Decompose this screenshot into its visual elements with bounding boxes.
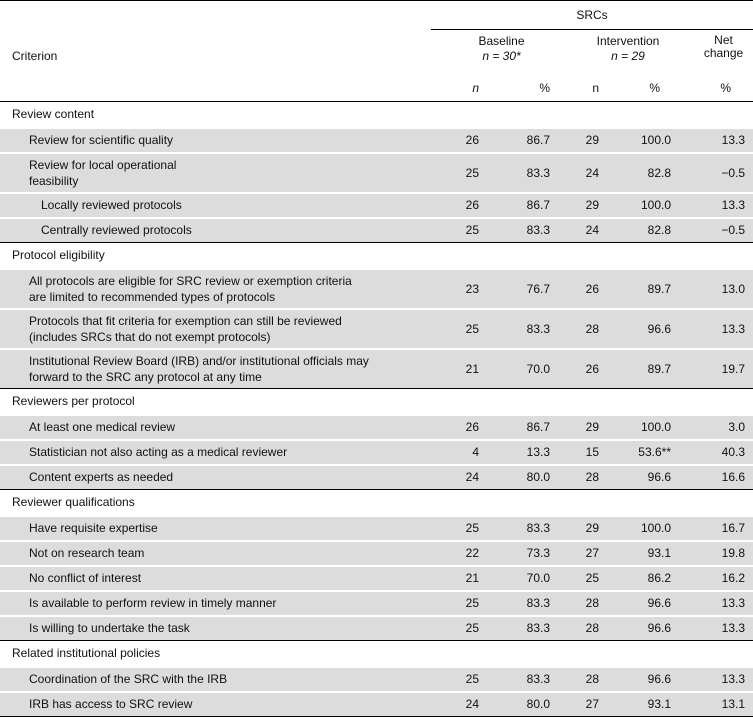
criterion-label-line: Content experts as needed bbox=[29, 470, 174, 485]
srcs-group-header: SRCs bbox=[431, 1, 753, 30]
header-row-srcs bbox=[0, 1, 753, 30]
net-change-line1: Net bbox=[714, 32, 733, 47]
baseline-n-value: 26 bbox=[465, 420, 479, 434]
table-row bbox=[0, 541, 753, 566]
criterion-label bbox=[0, 440, 431, 465]
baseline-n: n = 30* bbox=[482, 48, 521, 63]
intervention-percent-value: 53.6** bbox=[638, 445, 671, 459]
criterion-column-header: Criterion bbox=[12, 49, 58, 63]
table-row bbox=[0, 218, 753, 243]
baseline-percent-value: 83.3 bbox=[526, 321, 550, 336]
net-change-value: 13.3 bbox=[721, 621, 746, 636]
criterion-label bbox=[0, 349, 431, 389]
baseline-percent-value: 86.7 bbox=[526, 133, 550, 147]
criterion-label-line: feasibility bbox=[29, 173, 79, 188]
baseline-n-value: 25 bbox=[465, 321, 479, 336]
intervention-percent-value: 100.0 bbox=[640, 133, 671, 147]
baseline-n-value: 26 bbox=[465, 198, 479, 212]
intervention-percent-value: 96.6 bbox=[647, 596, 671, 610]
baseline-n-value: 21 bbox=[465, 361, 479, 376]
table-body bbox=[0, 102, 753, 717]
baseline-n-value: 25 bbox=[465, 672, 479, 686]
intervention-percent-value: 100.0 bbox=[640, 521, 671, 535]
table-row bbox=[0, 309, 753, 349]
section-label: Review content bbox=[0, 102, 753, 128]
intervention-percent-value: 96.6 bbox=[647, 321, 671, 336]
criterion-label bbox=[0, 269, 431, 309]
section-row bbox=[0, 243, 753, 269]
baseline-percent-subheader: % bbox=[490, 75, 558, 102]
baseline-n-subheader: n bbox=[431, 75, 490, 102]
criterion-label-line: Not on research team bbox=[29, 546, 145, 560]
criterion-label-line: All protocols are eligible for SRC review or exemption criteria bbox=[29, 273, 352, 288]
table-row bbox=[0, 616, 753, 641]
intervention-n-value: 15 bbox=[585, 445, 599, 459]
baseline-percent-value: 80.0 bbox=[526, 470, 550, 485]
criterion-label-line: are limited to recommended types of protocols bbox=[29, 289, 276, 304]
intervention-percent-value: 96.6 bbox=[647, 470, 671, 485]
intervention-percent-value: 89.7 bbox=[647, 361, 671, 376]
intervention-n-value: 28 bbox=[585, 596, 599, 610]
net-change-value: 13.3 bbox=[721, 133, 746, 147]
criterion-label bbox=[0, 309, 431, 349]
section-row bbox=[0, 641, 753, 667]
net-change-value: 19.7 bbox=[721, 361, 746, 376]
baseline-percent-value: 86.7 bbox=[526, 198, 550, 212]
baseline-n-value: 24 bbox=[431, 692, 490, 717]
net-change-value: 13.0 bbox=[721, 281, 746, 296]
intervention-n-value: 28 bbox=[585, 621, 599, 636]
intervention-n-value: 27 bbox=[558, 692, 608, 717]
baseline-n-value: 25 bbox=[465, 223, 479, 238]
baseline-label: Baseline bbox=[478, 33, 525, 48]
intervention-n-value: 25 bbox=[585, 571, 599, 585]
baseline-percent-value: 83.3 bbox=[526, 621, 550, 636]
intervention-n-value: 26 bbox=[585, 281, 599, 296]
criterion-label bbox=[0, 667, 431, 692]
net-change-value: 3.0 bbox=[728, 420, 746, 434]
net-change-value: −0.5 bbox=[721, 165, 746, 180]
table-row bbox=[0, 566, 753, 591]
criterion-label bbox=[0, 128, 431, 153]
net-change-value: 19.8 bbox=[721, 546, 746, 560]
intervention-percent-value: 89.7 bbox=[647, 281, 671, 296]
baseline-n-value: 23 bbox=[465, 281, 479, 296]
criterion-label bbox=[0, 616, 431, 641]
criterion-label bbox=[0, 415, 431, 440]
table-row bbox=[0, 128, 753, 153]
baseline-percent-value: 13.3 bbox=[526, 445, 550, 459]
criterion-label-line: Is willing to undertake the task bbox=[29, 621, 190, 636]
section-label: Reviewers per protocol bbox=[0, 389, 753, 415]
net-change-value: 16.7 bbox=[721, 521, 746, 535]
criterion-label bbox=[0, 566, 431, 591]
net-change-value: 16.6 bbox=[721, 470, 746, 485]
baseline-percent-value: 70.0 bbox=[526, 571, 550, 585]
net-change-line2: change bbox=[703, 45, 744, 60]
intervention-n-value: 29 bbox=[585, 420, 599, 434]
criterion-label-line: Have requisite expertise bbox=[29, 521, 158, 535]
baseline-percent-value: 83.3 bbox=[526, 521, 550, 535]
net-change-percent-subheader: % bbox=[680, 75, 753, 102]
criterion-label-line: No conflict of interest bbox=[29, 571, 142, 585]
net-change-value: 13.3 bbox=[721, 596, 746, 610]
intervention-percent-value: 100.0 bbox=[640, 420, 671, 434]
criterion-label-line: Locally reviewed protocols bbox=[41, 198, 182, 212]
net-change-column-header bbox=[680, 29, 753, 75]
intervention-n-value: 29 bbox=[585, 198, 599, 212]
intervention-n-value: 26 bbox=[585, 361, 599, 376]
intervention-percent-value: 93.1 bbox=[608, 692, 680, 717]
baseline-percent-value: 83.3 bbox=[526, 165, 550, 180]
intervention-n-value: 29 bbox=[585, 521, 599, 535]
intervention-column-header bbox=[558, 29, 680, 75]
criterion-label-line: Is available to perform review in timely manner bbox=[29, 596, 277, 610]
table-header bbox=[0, 1, 753, 102]
baseline-n-value: 22 bbox=[465, 546, 479, 560]
table-row bbox=[0, 591, 753, 616]
net-change-value: 40.3 bbox=[721, 445, 746, 459]
baseline-n-value: 25 bbox=[465, 621, 479, 636]
intervention-n-value: 28 bbox=[585, 470, 599, 485]
criterion-label-line: (includes SRCs that do not exempt protocols) bbox=[29, 329, 271, 344]
intervention-percent-value: 82.8 bbox=[647, 223, 671, 238]
criterion-label-line: Statistician not also acting as a medical reviewer bbox=[29, 445, 288, 459]
baseline-percent-value: 83.3 bbox=[526, 672, 550, 686]
criterion-label-line: Protocols that fit criteria for exemption can still be reviewed bbox=[29, 313, 342, 328]
table-row bbox=[0, 269, 753, 309]
net-change-value: 13.3 bbox=[721, 198, 746, 212]
baseline-percent-value: 80.0 bbox=[490, 692, 558, 717]
net-change-value: −0.5 bbox=[721, 223, 746, 238]
net-change-value: 16.2 bbox=[721, 571, 746, 585]
intervention-percent-value: 93.1 bbox=[647, 546, 671, 560]
criterion-label bbox=[0, 516, 431, 541]
baseline-percent-value: 76.7 bbox=[526, 281, 550, 296]
baseline-percent-value: 83.3 bbox=[526, 596, 550, 610]
section-label: Related institutional policies bbox=[0, 641, 753, 667]
intervention-percent-value: 86.2 bbox=[647, 571, 671, 585]
intervention-n-subheader: n bbox=[558, 75, 608, 102]
intervention-n-value: 28 bbox=[585, 321, 599, 336]
criterion-label bbox=[0, 692, 431, 717]
baseline-n-value: 21 bbox=[465, 571, 479, 585]
intervention-n-value: 24 bbox=[585, 223, 599, 238]
criterion-label bbox=[0, 193, 431, 218]
intervention-n: n = 29 bbox=[611, 48, 645, 63]
table-row bbox=[0, 153, 753, 193]
criterion-label-line: Centrally reviewed protocols bbox=[41, 223, 192, 238]
section-row bbox=[0, 490, 753, 516]
table-row bbox=[0, 349, 753, 389]
criterion-label bbox=[0, 153, 431, 193]
intervention-label: Intervention bbox=[596, 33, 660, 48]
section-row bbox=[0, 389, 753, 415]
criterion-label-line: Coordination of the SRC with the IRB bbox=[29, 672, 228, 686]
intervention-percent-subheader: % bbox=[608, 75, 680, 102]
criterion-label-line: forward to the SRC any protocol at any time bbox=[29, 369, 262, 384]
criterion-label-line: Institutional Review Board (IRB) and/or institutional officials may bbox=[29, 353, 369, 368]
section-label: Reviewer qualifications bbox=[0, 490, 753, 516]
table-row bbox=[0, 415, 753, 440]
table-row bbox=[0, 516, 753, 541]
baseline-n-value: 4 bbox=[472, 445, 479, 459]
intervention-n-value: 27 bbox=[585, 546, 599, 560]
intervention-percent-value: 96.6 bbox=[647, 621, 671, 636]
criterion-label-line: At least one medical review bbox=[29, 420, 176, 434]
table-row bbox=[0, 667, 753, 692]
baseline-percent-value: 73.3 bbox=[526, 546, 550, 560]
criterion-label-line: IRB has access to SRC review bbox=[29, 697, 193, 712]
net-change-value: 13.3 bbox=[721, 321, 746, 336]
header-row-groups bbox=[0, 29, 753, 75]
criterion-label bbox=[0, 591, 431, 616]
table-row bbox=[0, 465, 753, 490]
intervention-percent-value: 100.0 bbox=[640, 198, 671, 212]
table-row bbox=[0, 440, 753, 465]
intervention-n-value: 24 bbox=[585, 165, 599, 180]
intervention-percent-value: 82.8 bbox=[647, 165, 671, 180]
criterion-label-line: Review for local operational bbox=[29, 157, 177, 172]
criterion-label bbox=[0, 218, 431, 243]
section-row bbox=[0, 102, 753, 128]
header-row-units bbox=[0, 75, 753, 102]
criterion-label-line: Review for scientific quality bbox=[29, 133, 174, 147]
criterion-label bbox=[0, 541, 431, 566]
section-label: Protocol eligibility bbox=[0, 243, 753, 269]
baseline-n-value: 25 bbox=[465, 165, 479, 180]
baseline-n-value: 26 bbox=[465, 133, 479, 147]
net-change-value: 13.3 bbox=[721, 672, 746, 686]
intervention-percent-value: 96.6 bbox=[647, 672, 671, 686]
baseline-percent-value: 83.3 bbox=[526, 223, 550, 238]
intervention-n-value: 28 bbox=[585, 672, 599, 686]
baseline-percent-value: 70.0 bbox=[526, 361, 550, 376]
table-row bbox=[0, 193, 753, 218]
baseline-n-value: 25 bbox=[465, 521, 479, 535]
criterion-label bbox=[0, 465, 431, 490]
baseline-n-value: 24 bbox=[465, 470, 479, 485]
net-change-value: 13.1 bbox=[680, 692, 753, 717]
baseline-percent-value: 86.7 bbox=[526, 420, 550, 434]
baseline-n-value: 25 bbox=[465, 596, 479, 610]
baseline-column-header bbox=[431, 29, 558, 75]
table-row bbox=[0, 692, 753, 717]
intervention-n-value: 29 bbox=[585, 133, 599, 147]
